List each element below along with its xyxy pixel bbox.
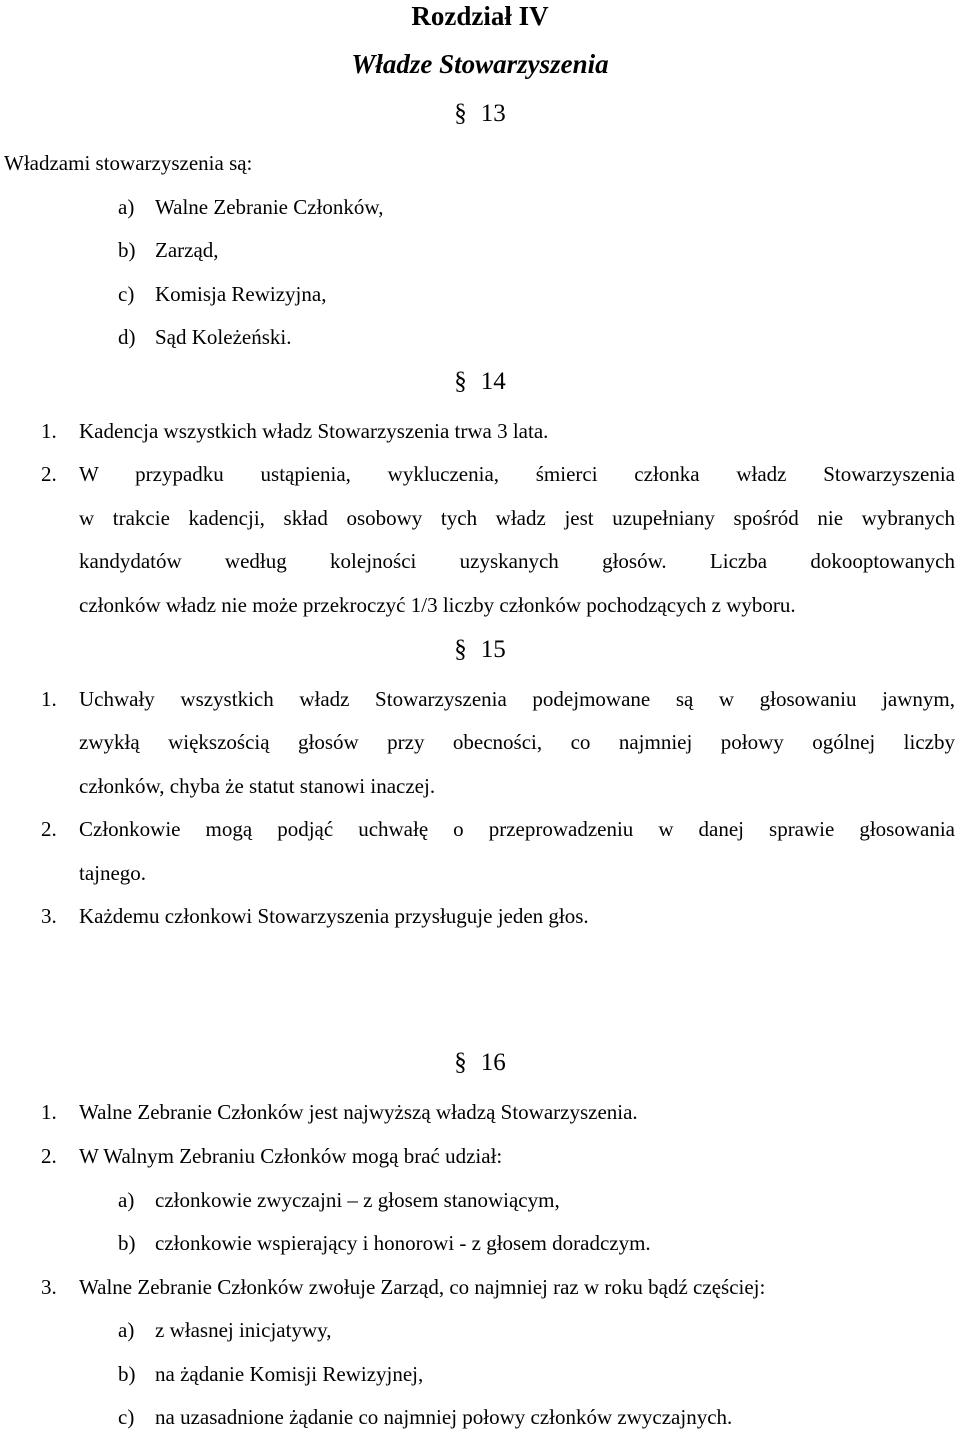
list-marker: c)	[118, 1405, 135, 1429]
paragraph-line: Każdemu członkowi Stowarzyszenia przysługuje jeden głos.	[79, 904, 589, 928]
list-item: Komisja Rewizyjna,	[155, 282, 327, 306]
section-symbol: §	[454, 100, 467, 127]
list-item: Zarząd,	[155, 238, 219, 262]
paragraph-line: Kadencja wszystkich władz Stowarzyszenia trwa 3 lata.	[79, 419, 549, 443]
paragraph-marker: 3.	[41, 1275, 57, 1299]
section-15-heading	[0, 635, 960, 665]
list-item: z własnej inicjatywy,	[155, 1318, 332, 1342]
list-item: członkowie wspierający i honorowi - z głosem doradczym.	[155, 1231, 651, 1255]
section-13-intro: Władzami stowarzyszenia są:	[4, 151, 253, 175]
list-marker: c)	[118, 282, 135, 306]
paragraph-line: tajnego.	[79, 861, 147, 885]
paragraph-marker: 1.	[41, 1100, 57, 1124]
section-symbol: §	[454, 636, 467, 663]
chapter-title: Władze Stowarzyszenia	[351, 49, 609, 79]
list-item: Sąd Koleżeński.	[155, 325, 292, 349]
list-item: na uzasadnione żądanie co najmniej połowy członków zwyczajnych.	[155, 1405, 733, 1429]
list-marker: a)	[118, 1188, 135, 1212]
paragraph-marker: 1.	[41, 687, 57, 711]
paragraph-line: Walne Zebranie Członków zwołuje Zarząd, co najmniej raz w roku bądź częściej:	[79, 1275, 766, 1299]
list-marker: a)	[118, 195, 135, 219]
section-13-heading	[0, 99, 960, 129]
section-symbol: §	[454, 368, 467, 395]
paragraph-line: W Walnym Zebraniu Członków mogą brać udział:	[79, 1144, 503, 1168]
section-number: 16	[480, 1049, 506, 1076]
paragraph-line: członków władz nie może przekroczyć 1/3 liczby członków pochodzących z wyboru.	[79, 593, 796, 617]
section-16-heading	[0, 1048, 960, 1078]
section-number: 13	[480, 100, 506, 127]
paragraph-marker: 3.	[41, 904, 57, 928]
paragraph-line: zwykłą większością głosów przy obecności, co najmniej połowy ogólnej liczby	[79, 730, 955, 754]
paragraph-marker: 2.	[41, 817, 57, 841]
list-marker: a)	[118, 1318, 135, 1342]
list-marker: d)	[118, 325, 136, 349]
paragraph-marker: 1.	[41, 419, 57, 443]
paragraph-marker: 2.	[41, 462, 57, 486]
paragraph-line: W przypadku ustąpienia, wykluczenia, śmierci członka władz Stowarzyszenia	[79, 462, 955, 486]
list-item: na żądanie Komisji Rewizyjnej,	[155, 1362, 424, 1386]
list-item: Walne Zebranie Członków,	[155, 195, 384, 219]
paragraph-line: w trakcie kadencji, skład osobowy tych władz jest uzupełniany spośród nie wybranych	[79, 506, 955, 530]
section-number: 14	[480, 368, 506, 395]
paragraph-line: Walne Zebranie Członków jest najwyższą władzą Stowarzyszenia.	[79, 1100, 638, 1124]
paragraph-line: Uchwały wszystkich władz Stowarzyszenia podejmowane są w głosowaniu jawnym,	[79, 687, 955, 711]
paragraph-line: członków, chyba że statut stanowi inaczej.	[79, 774, 436, 798]
list-marker: b)	[118, 238, 136, 262]
paragraph-line: kandydatów według kolejności uzyskanych głosów. Liczba dokooptowanych	[79, 549, 955, 573]
paragraph-marker: 2.	[41, 1144, 57, 1168]
list-marker: b)	[118, 1362, 136, 1386]
paragraph-line: Członkowie mogą podjąć uchwałę o przeprowadzeniu w danej sprawie głosowania	[79, 817, 955, 841]
list-marker: b)	[118, 1231, 136, 1255]
section-symbol: §	[454, 1049, 467, 1076]
section-14-heading	[0, 367, 960, 397]
section-number: 15	[480, 636, 506, 663]
chapter-heading: Rozdział IV	[411, 1, 549, 31]
list-item: członkowie zwyczajni – z głosem stanowiącym,	[155, 1188, 560, 1212]
